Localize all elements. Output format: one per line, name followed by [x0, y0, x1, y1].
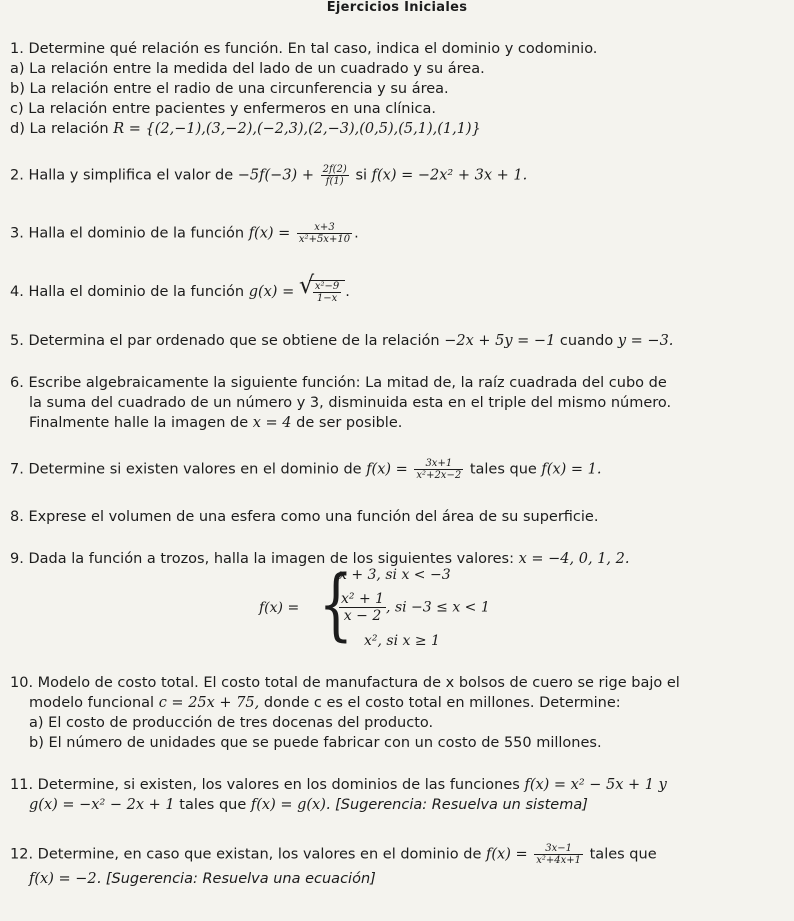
q10-line-2 — [29, 694, 621, 712]
q5-relation: −2x + 5y = −1 — [444, 333, 556, 349]
q9-case-2-cond: , si −3 ≤ x < 1 — [386, 599, 490, 616]
q9-values: x = −4, 0, 1, 2. — [518, 551, 630, 567]
q7-fraction — [414, 458, 463, 481]
q10-item-b: b) El número de unidades que se puede fabricar con un costo de 550 millones. — [29, 735, 602, 751]
q12-tales-que: tales que — [589, 846, 657, 863]
q10-cost-model: c = 25x + 75, — [158, 695, 260, 711]
q7-text: 7. Determine si existen valores en el dominio de — [10, 461, 362, 478]
q12-hint: [Sugerencia: Resuelva una ecuación] — [105, 871, 376, 887]
q6-x-value: x = 4 — [252, 415, 292, 431]
q1-item-b: b) La relación entre el radio de una circunferencia y su área. — [10, 81, 449, 97]
q9-fx-label: f(x) = — [259, 600, 300, 616]
q4-sqrt — [298, 271, 345, 304]
q2-expr-post: f(x) = −2x² + 3x + 1. — [371, 167, 528, 184]
q7-statement — [10, 458, 601, 481]
q7-tales-que: tales que — [469, 461, 537, 478]
q9-text: 9. Dada la función a trozos, halla la imagen de los siguientes valores: — [10, 551, 514, 567]
q11-line-1 — [10, 776, 667, 794]
q2-frac-num: 2f(2) — [322, 164, 347, 175]
q2-si: si — [355, 167, 368, 184]
q1-item-d-label: d) La relación — [10, 121, 109, 137]
q10-line-1: 10. Modelo de costo total. El costo total de manufactura de x bolsos de cuero se rige bajo el — [10, 675, 680, 691]
q1-statement: 1. Determine qué relación es función. En tal caso, indica el dominio y codominio. — [10, 41, 598, 57]
q9-case-1: x + 3, si x < −3 — [339, 567, 451, 583]
q11-g-function: g(x) = −x² − 2x + 1 — [29, 797, 175, 813]
q3-text: 3. Halla el dominio de la función — [10, 225, 245, 242]
q4-fraction — [313, 281, 341, 304]
q6-line-3-text: Finalmente halle la imagen de — [29, 415, 249, 431]
q2-fraction — [321, 164, 349, 187]
q6-line-3 — [29, 414, 402, 432]
q4-statement — [10, 271, 350, 304]
q7-frac-num: 3x+1 — [414, 458, 463, 470]
q5-text: 5. Determina el par ordenado que se obtiene de la relación — [10, 333, 440, 349]
q11-line-2 — [29, 796, 588, 814]
q3-frac-den: x²+5x+10 — [298, 234, 351, 245]
q1-relation-set: R = {(2,−1),(3,−2),(−2,3),(2,−3),(0,5),(5,1),(1,1)} — [113, 121, 481, 137]
q9-case-3: x², si x ≥ 1 — [364, 633, 440, 649]
q3-frac-num: x+3 — [297, 222, 352, 234]
q1-item-d — [10, 120, 481, 138]
q11-tales-que: tales que — [179, 797, 247, 813]
q12-frac-den: x²+4x+1 — [536, 855, 582, 866]
q11-condition: f(x) = g(x). — [250, 797, 331, 813]
q10-item-a: a) El costo de producción de tres docenas del producto. — [29, 715, 434, 731]
q9-case-2-fraction — [339, 591, 386, 624]
q4-frac-den: 1−x — [316, 293, 338, 304]
q2-frac-den: f(1) — [325, 176, 344, 187]
q2-expr-pre: −5f(−3) + — [237, 167, 314, 184]
q12-fraction — [534, 843, 583, 866]
q1-item-c: c) La relación entre pacientes y enfermeros en una clínica. — [10, 101, 436, 117]
q9-case-2-num: x² + 1 — [341, 591, 385, 607]
q12-line-2 — [29, 870, 376, 888]
q12-condition: f(x) = −2. — [29, 871, 102, 887]
q6-line-2: la suma del cuadrado de un número y 3, disminuida esta en el triple del mismo número. — [29, 395, 672, 411]
q11-line-1-text: 11. Determine, si existen, los valores en los dominios de las funciones — [10, 777, 520, 793]
q10-line-2-text: modelo funcional — [29, 695, 155, 711]
q9-case-2-den: x − 2 — [343, 608, 382, 624]
q2-text: 2. Halla y simplifica el valor de — [10, 167, 234, 184]
q10-line-2-end: donde c es el costo total en millones. Determine: — [263, 695, 621, 711]
q12-frac-num: 3x−1 — [534, 843, 583, 855]
q7-condition: f(x) = 1. — [541, 461, 602, 478]
q6-line-1: 6. Escribe algebraicamente la siguiente función: La mitad de, la raíz cuadrada del cubo de — [10, 375, 667, 391]
q8-statement: 8. Exprese el volumen de una esfera como una función del área de su superficie. — [10, 509, 599, 525]
left-brace-icon: { — [318, 560, 354, 650]
q4-period: . — [345, 284, 350, 300]
q12-line-1-text: 12. Determine, en caso que existan, los valores en el dominio de — [10, 846, 482, 863]
q3-fx: f(x) = — [248, 225, 291, 242]
q7-frac-den: x²+2x−2 — [416, 470, 462, 481]
q3-statement — [10, 222, 359, 245]
q3-fraction — [297, 222, 352, 245]
q5-y-value: y = −3. — [617, 333, 674, 349]
q11-hint: [Sugerencia: Resuelva un sistema] — [335, 797, 588, 813]
q12-line-1 — [10, 843, 657, 866]
q11-f-function: f(x) = x² − 5x + 1 y — [524, 777, 667, 793]
q4-frac-num: x²−9 — [314, 281, 340, 292]
q6-line-3-end: de ser posible. — [296, 415, 403, 431]
q2-statement — [10, 164, 527, 187]
q4-text: 4. Halla el dominio de la función — [10, 284, 245, 300]
q1-item-a: a) La relación entre la medida del lado de un cuadrado y su área. — [10, 61, 485, 77]
page-title: Ejercicios Iniciales — [326, 0, 468, 15]
q9-case-2 — [339, 591, 490, 624]
sqrt-radical-icon: √ — [298, 271, 315, 299]
q5-statement — [10, 332, 673, 350]
q3-period: . — [354, 225, 359, 242]
q12-fx: f(x) = — [486, 846, 528, 863]
q7-fx: f(x) = — [366, 461, 408, 478]
q4-gx: g(x) = — [248, 284, 295, 300]
q5-cuando: cuando — [559, 333, 614, 349]
